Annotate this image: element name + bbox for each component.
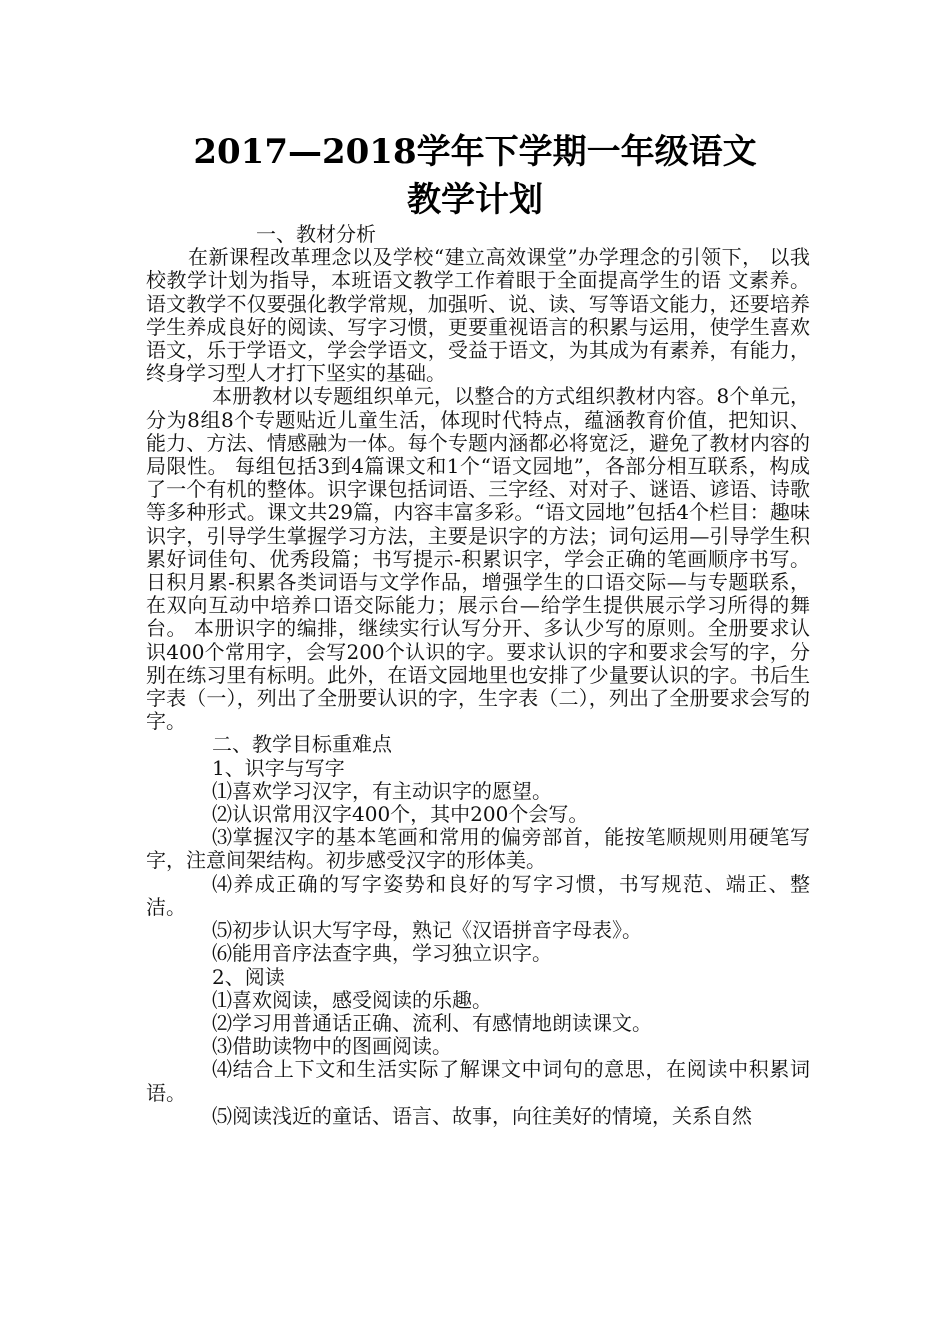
list-item: ⑸阅读浅近的童话、语言、故事，向往美好的情境，关系自然 — [212, 1103, 752, 1128]
document-title-line2: 教学计划 — [407, 180, 543, 220]
subsection2-heading: 2、阅读 — [212, 964, 285, 989]
paragraph-1: 在新课程改革理念以及学校“建立高效课堂”办学理念的引领下， 以我校教学计划为指导，本班语文教学工作着眼于全面提高学生的语 文素养。语文教学不仅要强化教学常规，加强听、说、读、写等语文能力，还要培养学生养成良好的阅读、写字习惯，更要重视语言的积累与运用，使学生喜欢语文，乐于学语文，学会学语文，受益于语文，为其成为有素养，有能力，终身学习型人才打下坚实的基础。 — [146, 245, 810, 386]
subsection1-heading: 1、识字与写字 — [212, 755, 345, 780]
list-item: ⑷养成正确的写字姿势和良好的写字习惯，书写规范、端正、整洁。 — [146, 871, 810, 919]
document-title-line1: 2017—2018学年下学期一年级语文 — [193, 132, 757, 172]
list-item: ⑶借助读物中的图画阅读。 — [212, 1034, 452, 1059]
list-item: ⑹能用音序法查字典，学习独立识字。 — [212, 941, 552, 966]
section1-heading: 一、教材分析 — [256, 222, 376, 246]
list-item: ⑴喜欢阅读，感受阅读的乐趣。 — [212, 987, 492, 1012]
list-item: ⑶掌握汉字的基本笔画和常用的偏旁部首，能按笔顺规则用硬笔写字，注意间架结构。初步感受汉字的形体美。 — [146, 825, 810, 873]
list-item: ⑴喜欢学习汉字，有主动识字的愿望。 — [212, 778, 552, 803]
list-item: ⑷结合上下文和生活实际了解课文中词句的意思，在阅读中积累词语。 — [146, 1057, 810, 1105]
section2-heading: 二、教学目标重难点 — [212, 732, 392, 757]
list-item: ⑸初步认识大写字母，熟记《汉语拼音字母表》。 — [212, 918, 642, 943]
paragraph-2: 本册教材以专题组织单元，以整合的方式组织教材内容。8个单元，分为8组8个专题贴近儿童生活，体现时代特点，蕴涵教育价值，把知识、能力、方法、情感融为一体。每个专题内涵都必将宽泛，避免了教材内容的局限性。 每组包括3到4篇课文和1个“语文园地”，各部分相互联系，构成了一个有机的整体。识字课包括词语、三字经、对对子、谜语、谚语、诗歌等多种形式。课文共29篇，内容丰富多彩。“语文园地”包括4个栏目：趣味识字，引导学生掌握学习方法，主要是识字的方法；词句运用—引导学生积累好词佳句、优秀段篇；书写提示-积累识字，学会正确的笔画顺序书写。日积月累-积累各类词语与文学作品，增强学生的口语交际—与专题联系，在双向互动中培养口语交际能力；展示台—给学生提供展示学习所得的舞台。 本册识字的编排，继续实行认写分开、多认少写的原则。全册要求认识400个常用字，会写200个认识的字。要求认识的字和要求会写的字，分别在练习里有标明。此外，在语文园地里也安排了少量要认识的字。书后生字表（一），列出了全册要认识的字，生字表（二），列出了全册要求会写的字。 — [146, 384, 810, 734]
list-item: ⑵认识常用汉字400个，其中200个会写。 — [212, 802, 589, 827]
document-body — [146, 223, 810, 1128]
list-item: ⑵学习用普通话正确、流利、有感情地朗读课文。 — [212, 1010, 652, 1035]
